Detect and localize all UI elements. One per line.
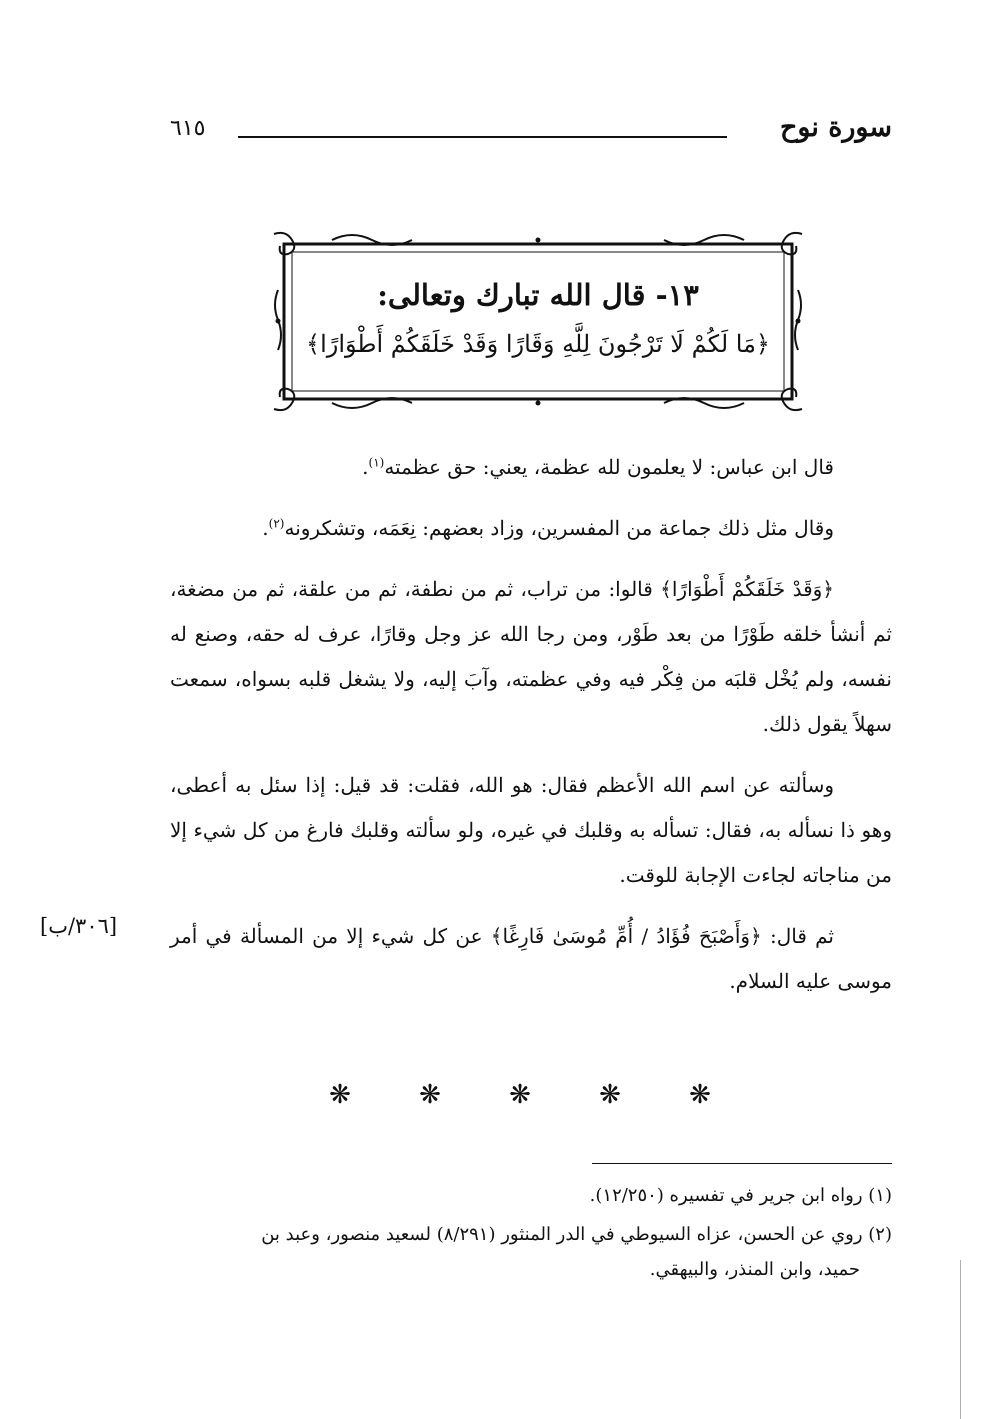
- footnote: [170, 1217, 892, 1287]
- paragraph: [170, 914, 892, 1004]
- footnote-text: (٢) روي عن الحسن، عزاه السيوطي في الدر المنثور (٨/٢٩١) لسعيد منصور، وعبد بن: [261, 1224, 892, 1245]
- footnote-text: (١) رواه ابن جرير في تفسيره (١٢/٢٥٠).: [589, 1185, 892, 1206]
- page-number: ٦١٥: [170, 116, 206, 141]
- asterism-icon: ❋: [329, 1080, 351, 1110]
- footnote-continuation: حميد، وابن المنذر، والبيهقي.: [649, 1259, 860, 1280]
- ornamental-border: [272, 230, 804, 413]
- verse-frame: [272, 230, 804, 413]
- paragraph: [170, 763, 892, 898]
- paragraph-tail: .: [362, 455, 369, 479]
- footnote-ref: (١): [368, 455, 385, 470]
- paragraph-text: وقال مثل ذلك جماعة من المفسرين، وزاد بعضهم: نِعَمَه، وتشكرونه: [284, 516, 834, 540]
- paragraph-text: قال ابن عباس: لا يعلمون لله عظمة، يعني: حق عظمته: [384, 455, 834, 479]
- paragraph: [170, 506, 892, 551]
- manuscript-folio-reference: [٣٠٦/ب]: [40, 914, 118, 938]
- footnote-ref: (٢): [268, 516, 285, 531]
- section-separator: [320, 1080, 720, 1110]
- footnotes: [170, 1178, 892, 1291]
- scan-artifact-line: [960, 1260, 961, 1419]
- header-rule: [238, 136, 727, 138]
- paragraph-text: ﴿وَقَدْ خَلَقَكُمْ أَطْوَارًا﴾ قالوا: من تراب، ثم من نطفة، ثم من علقة، ثم من مضغة، ثم أنشأ خلقه طَوْرًا من بعد طَوْر، ومن رجا الله عز وجل وقارًا، عرف له حقه، وصنع له نفسه، ولم يُخْل قلبَه من فِكْر فيه وفي عظمته، وآبَ إليه، ولا يشغل قلبه بسواه، سمعت سهلاً يقول ذلك.: [170, 577, 892, 736]
- paragraph-text: ثم قال: ﴿وَأَصْبَحَ فُؤَادُ / أُمِّ مُوسَىٰ فَارِغًا﴾ عن كل شيء إلا من المسألة في أمر موسى عليه السلام.: [170, 924, 892, 993]
- asterism-icon: ❋: [689, 1080, 711, 1110]
- footnote-rule: [592, 1163, 892, 1164]
- paragraph: [170, 567, 892, 747]
- running-header: [170, 112, 892, 152]
- paragraph: [170, 445, 892, 490]
- section-title: ١٣- قال الله تبارك وتعالى:: [377, 278, 699, 312]
- surah-name: سورة نوح: [779, 112, 892, 143]
- asterism-icon: ❋: [509, 1080, 531, 1110]
- body-text: [170, 445, 892, 1004]
- asterism-icon: ❋: [419, 1080, 441, 1110]
- paragraph-text: وسألته عن اسم الله الأعظم فقال: هو الله، فقلت: قد قيل: إذا سئل به أعطى، وهو ذا نسأله به، فقال: تسأله به وقلبك في غيره، ولو سألته وقلبك فارغ من كل شيء إلا من مناجاته لجاءت الإجابة للوقت.: [170, 773, 893, 887]
- footnote: [170, 1178, 892, 1213]
- asterism-icon: ❋: [599, 1080, 621, 1110]
- paragraph-tail: .: [262, 516, 269, 540]
- quran-verse: ﴿مَا لَكُمْ لَا تَرْجُونَ لِلَّهِ وَقَارًا وَقَدْ خَلَقَكُمْ أَطْوَارًا﴾: [306, 330, 770, 358]
